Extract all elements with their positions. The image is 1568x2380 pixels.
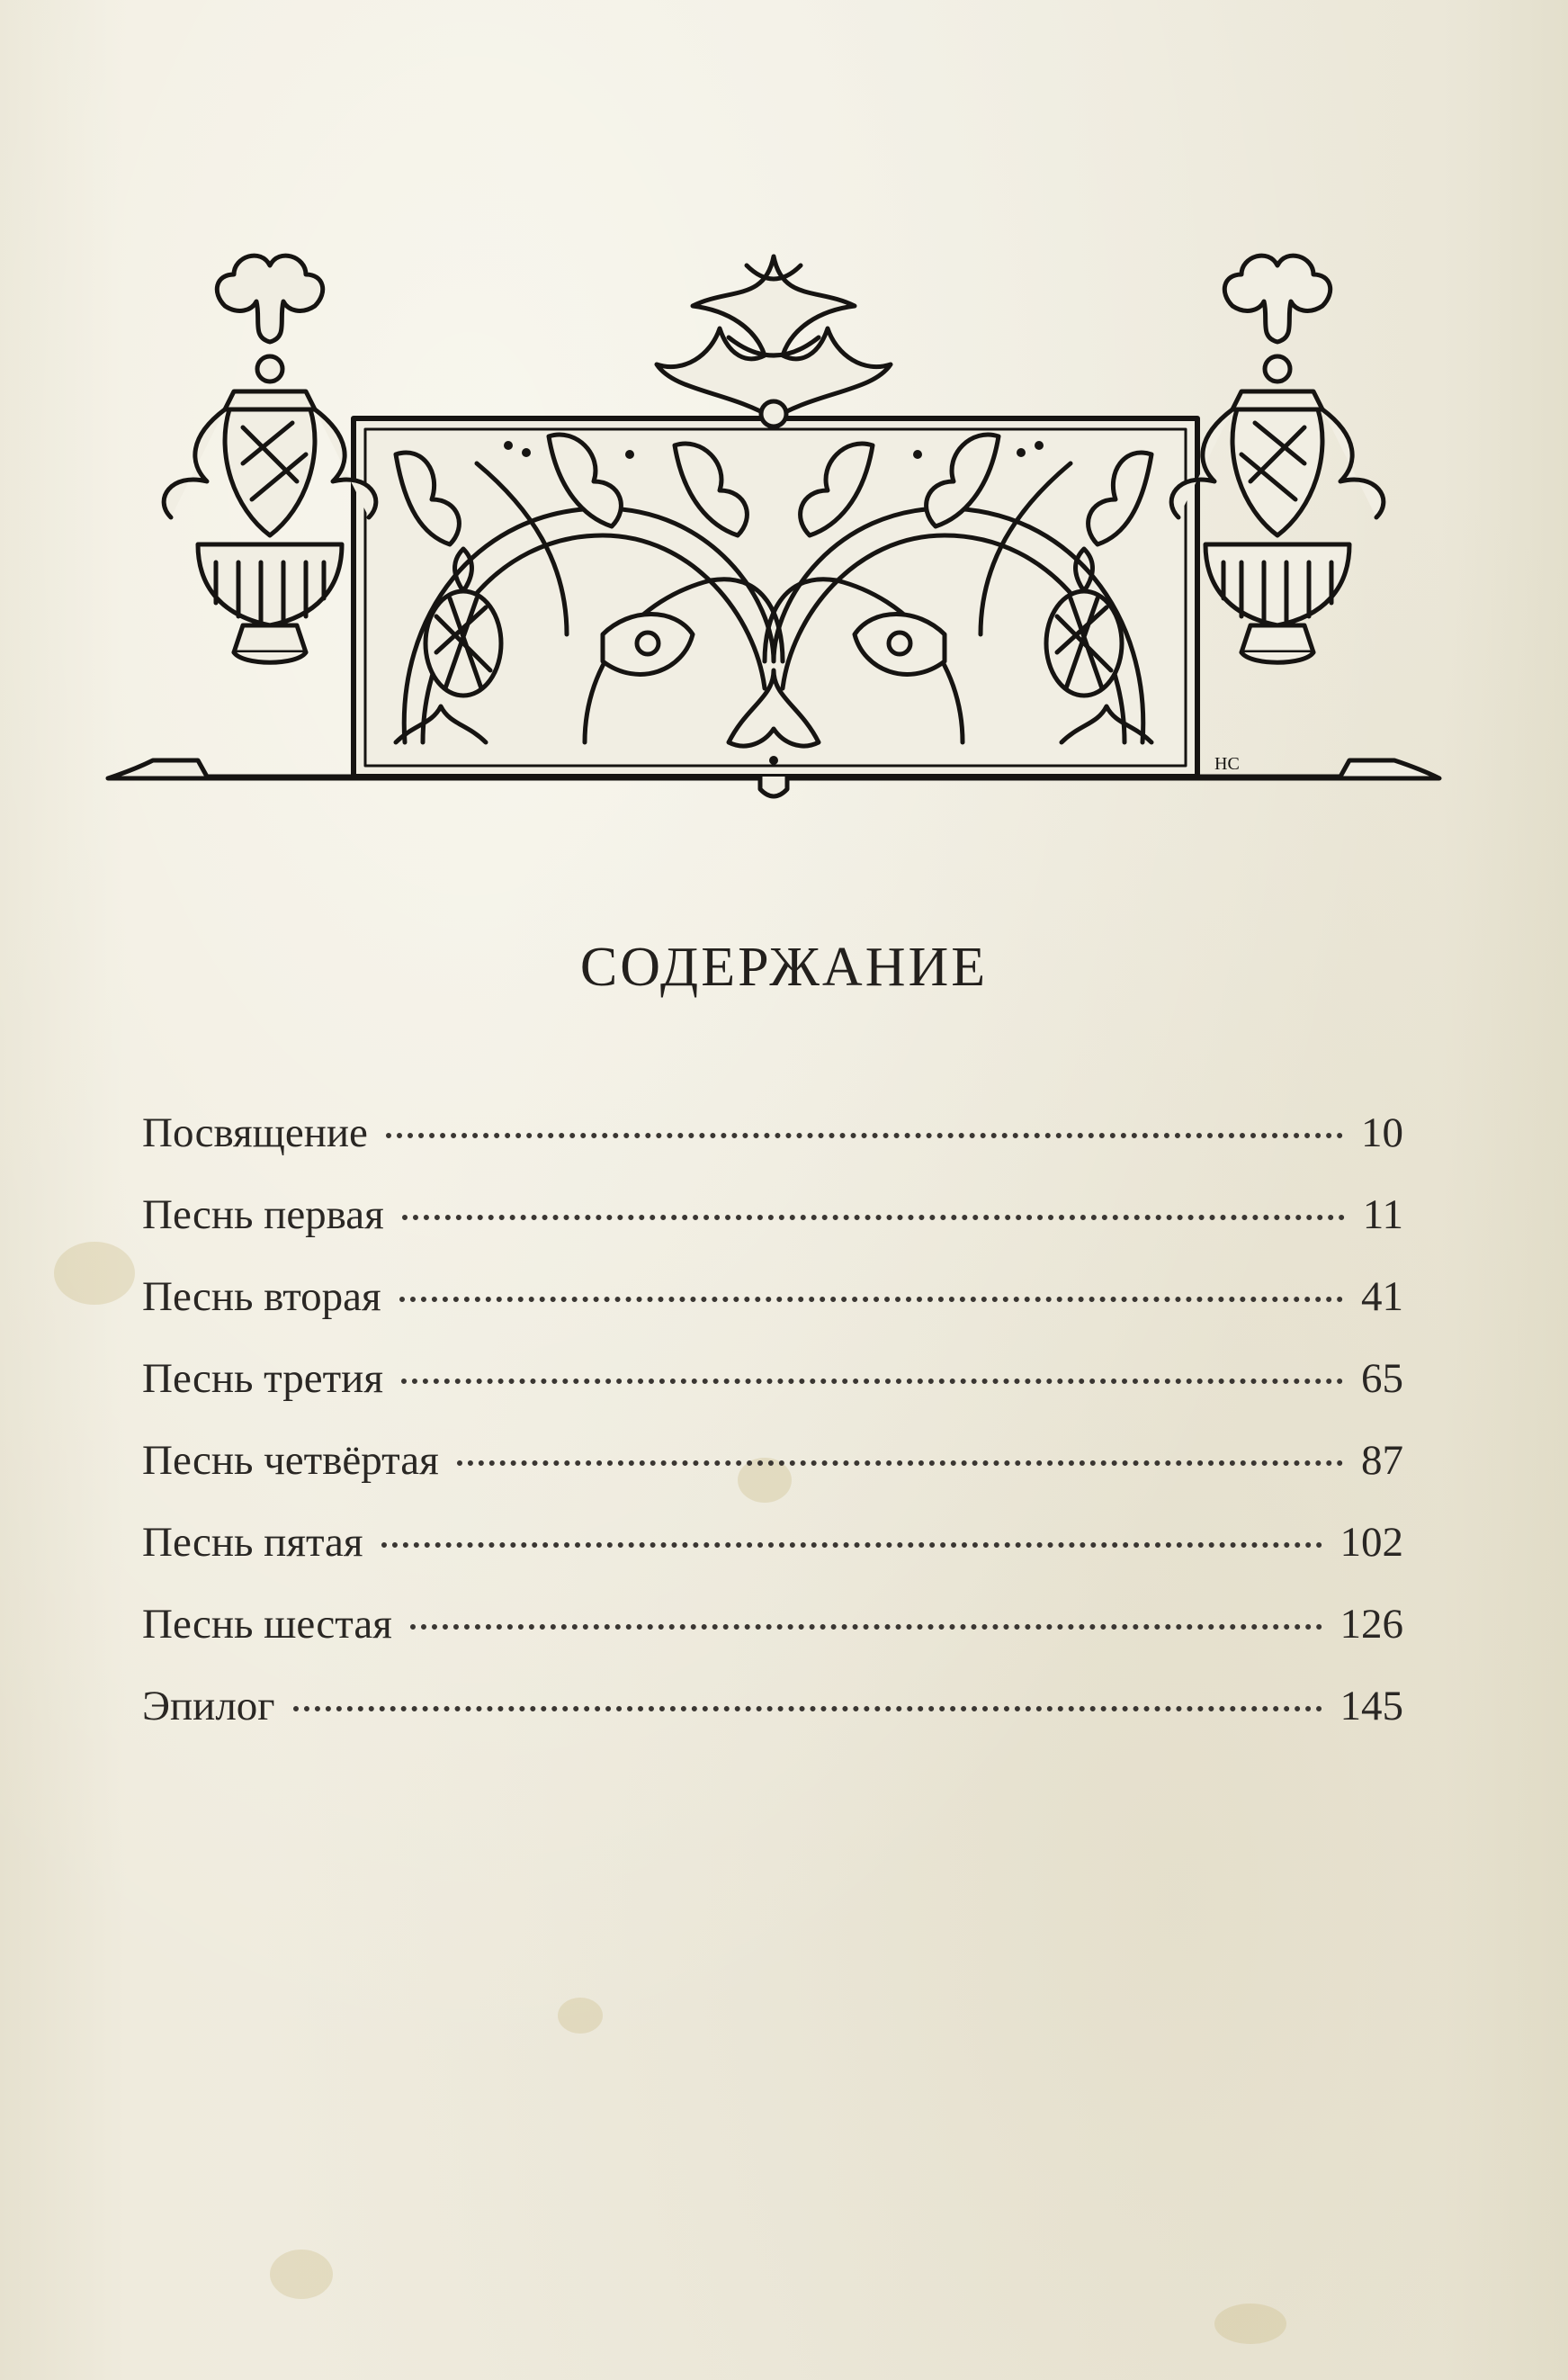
toc-entry xyxy=(142,1190,1403,1272)
toc-entry-title: Песнь шестая xyxy=(142,1601,392,1648)
table-of-contents xyxy=(142,1109,1403,1764)
dot-leader xyxy=(386,1133,1343,1138)
toc-entry-title: Песнь четвёртая xyxy=(142,1437,439,1484)
paper-stain xyxy=(1214,2304,1286,2344)
toc-entry xyxy=(142,1109,1403,1190)
toc-entry-page-number: 102 xyxy=(1340,1519,1403,1566)
paper-stain xyxy=(558,1998,603,2034)
toc-entry xyxy=(142,1272,1403,1354)
toc-entry-title: Эпилог xyxy=(142,1683,275,1729)
toc-entry xyxy=(142,1518,1403,1600)
toc-entry xyxy=(142,1600,1403,1682)
toc-entry xyxy=(142,1436,1403,1518)
paper-stain xyxy=(270,2250,333,2299)
dot-leader xyxy=(401,1379,1343,1384)
toc-entry-title: Песнь вторая xyxy=(142,1273,381,1320)
toc-entry-title: Песнь первая xyxy=(142,1191,384,1238)
toc-entry-title: Песнь пятая xyxy=(142,1519,363,1566)
toc-entry-page-number: 126 xyxy=(1340,1601,1403,1648)
page-title: СОДЕРЖАНИЕ xyxy=(579,937,989,998)
dot-leader xyxy=(399,1297,1343,1302)
dot-leader xyxy=(381,1542,1322,1548)
dot-leader xyxy=(410,1624,1322,1630)
toc-entry xyxy=(142,1354,1403,1436)
toc-entry-page-number: 145 xyxy=(1340,1683,1403,1729)
toc-entry-page-number: 87 xyxy=(1361,1437,1403,1484)
dot-leader xyxy=(457,1460,1343,1466)
dot-leader xyxy=(293,1706,1322,1711)
paper-stain xyxy=(54,1242,135,1305)
toc-entry-page-number: 10 xyxy=(1361,1109,1403,1156)
toc-entry-title: Песнь третия xyxy=(142,1355,383,1402)
toc-entry-page-number: 65 xyxy=(1361,1355,1403,1402)
ornament-monogram: НС xyxy=(1214,754,1240,774)
toc-entry-title: Посвящение xyxy=(142,1109,368,1156)
toc-entry-page-number: 11 xyxy=(1362,1191,1403,1238)
toc-entry xyxy=(142,1682,1403,1764)
dot-leader xyxy=(402,1215,1345,1220)
floral-headpiece-ornament xyxy=(99,238,1448,814)
toc-entry-page-number: 41 xyxy=(1361,1273,1403,1320)
